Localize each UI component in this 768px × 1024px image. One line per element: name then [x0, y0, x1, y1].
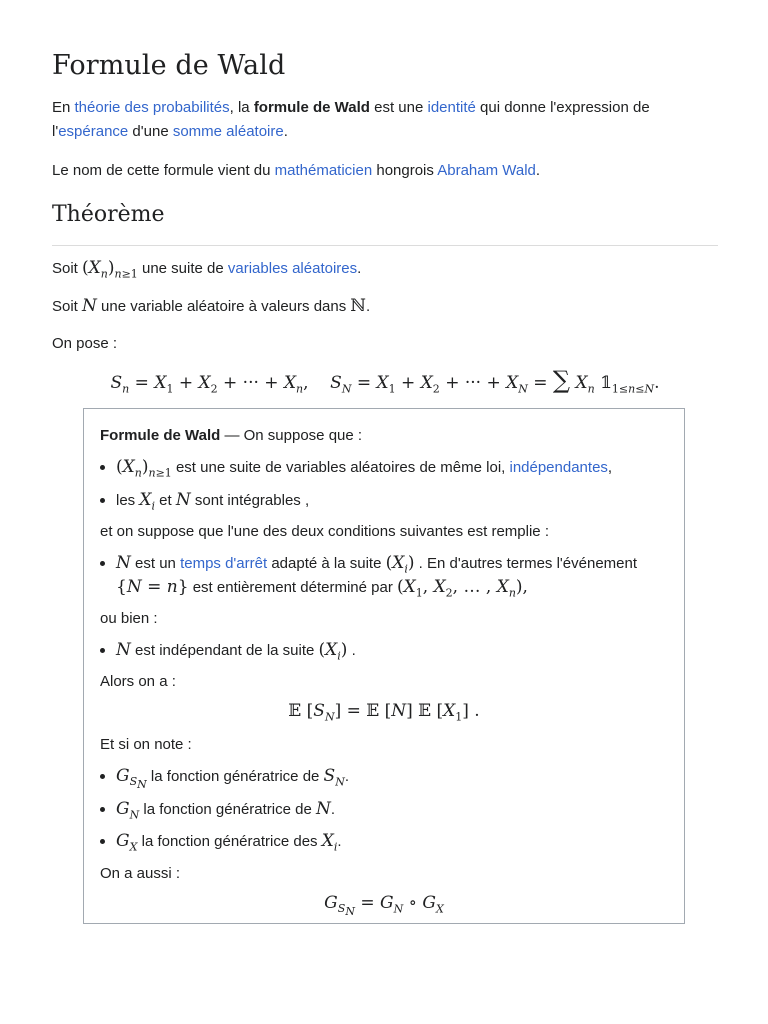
- link-mathematicien[interactable]: mathématicien: [274, 162, 373, 179]
- math-xi-seq: $(X_i)$: [385, 553, 415, 576]
- text: .: [365, 298, 371, 315]
- ou-bien: ou bien :: [100, 610, 158, 627]
- text: .: [357, 260, 362, 277]
- link-variables-aleatoires[interactable]: variables aléatoires: [227, 260, 358, 277]
- math-xi: $X_i$: [139, 490, 155, 513]
- bullet-icon: [100, 839, 105, 844]
- bullet-icon: [100, 774, 105, 779]
- intro-text: l': [52, 123, 59, 140]
- text: sont intégrables ,: [194, 492, 310, 509]
- text: une suite de: [137, 260, 228, 277]
- math-naturals: ℕ: [350, 296, 366, 316]
- text: la fonction génératrice des: [137, 833, 322, 850]
- bullet-icon: [100, 807, 105, 812]
- theorem-heading: [100, 424, 362, 448]
- text: une variable aléatoire à valeurs dans: [96, 298, 351, 315]
- intro-text: qui donne l'expression de: [475, 99, 650, 116]
- et-si: Et si on note :: [100, 736, 192, 753]
- section-divider: [52, 245, 718, 246]
- link-somme-aleatoire[interactable]: somme aléatoire: [172, 123, 284, 140]
- text: est indépendant de la suite: [130, 642, 319, 659]
- text: Soit: [52, 298, 83, 315]
- intro-text: d'une: [128, 123, 173, 140]
- math-gn: $G_N$: [116, 799, 140, 822]
- math-event: {N = n}: [116, 577, 189, 597]
- intro-paragraph: [52, 96, 718, 144]
- link-identite[interactable]: identité: [427, 99, 476, 116]
- bullet-icon: [100, 648, 105, 653]
- bullet-icon: [100, 465, 105, 470]
- math-sn: $S_N$: [323, 766, 345, 789]
- bullet-icon: [100, 561, 105, 566]
- origin-text: .: [535, 162, 541, 179]
- text: est un: [130, 555, 181, 572]
- text: et: [154, 492, 176, 509]
- intro-text: .: [283, 123, 288, 140]
- soit-sequence: [52, 256, 361, 286]
- definition-formula: $S_n = X_1 + X_2$ + ··· + $X_n$, $S_N = X_1 + X_2$ + ··· + $X_N$ = ∑ $X_n$ $𝟙_{1\le n\le N}$.: [110, 366, 660, 396]
- text: est une suite de variables aléatoires de même loi,: [171, 459, 510, 476]
- origin-text: Le nom de cette formule vient du: [52, 162, 275, 179]
- text: . En d'autres termes l'événement: [414, 555, 638, 572]
- on-pose: On pose :: [52, 335, 118, 352]
- text: adapté à la suite: [267, 555, 386, 572]
- soit-n: [52, 294, 370, 319]
- text: les: [116, 492, 140, 509]
- link-abraham-wald[interactable]: Abraham Wald: [437, 162, 536, 179]
- math-n: N: [116, 640, 131, 660]
- link-temps-arret[interactable]: temps d'arrêt: [180, 555, 268, 572]
- link-esperance[interactable]: espérance: [58, 123, 129, 140]
- math-n: N: [116, 553, 131, 573]
- text: est entièrement déterminé par: [188, 579, 397, 596]
- text: la fonction génératrice de: [139, 801, 316, 818]
- link-independantes[interactable]: indépendantes: [509, 459, 608, 476]
- link-theorie-probabilites[interactable]: théorie des probabilités: [74, 99, 230, 116]
- theorem-box: Formule de Wald — On suppose que : $(X_n)_{n\ge 1}$ est une suite de variables aléatoires de même loi, indépendantes, les $X_i$ et N sont intégrables , et on suppose que l'une des deux conditions suivantes est remplie : N est un temps d'arrêt adapté à la suite $(X_i)$ . En d'autres termes l'événement {N = n} est entièrement déterminé par ($X_1$, $X_2$, … , $X_n$), ou bien : N est indépendant de la suite $(X_i)$ . Alors on a : 𝔼 $[S_N]$ = 𝔼 [N] 𝔼 $[X_1]$ . Et si on note : $G_{S_N}$ la fonction génératrice de $S_N$. $G_N$ la fonction génératrice de N. $G_X$ la fonction génératrice des $X_i$. On a aussi : $G_{S_N} = G_N$ ∘ $G_X$: [83, 408, 685, 924]
- intro-text: , la: [229, 99, 254, 116]
- bullet-icon: [100, 498, 105, 503]
- list-item-continued: [116, 575, 528, 605]
- text: Soit: [52, 260, 83, 277]
- origin-text: hongrois: [372, 162, 438, 179]
- generating-function-formula: $G_{S_N} = G_N$ ∘ $G_X$: [324, 893, 444, 919]
- math-x-tuple: ($X_1$, $X_2$, … , $X_n$),: [397, 577, 528, 600]
- intro-text: est une: [369, 99, 428, 116]
- math-gx: $G_X$: [116, 831, 138, 854]
- origin-paragraph: [52, 159, 540, 183]
- text: ,: [607, 459, 613, 476]
- math-xn: $(X_n)_{n\ge 1}$: [82, 258, 138, 281]
- math-n: N: [175, 490, 191, 510]
- intro-text: En: [52, 99, 75, 116]
- theorem-name: Formule de Wald: [100, 427, 221, 444]
- math-xi: $X_i$: [321, 831, 338, 854]
- math-n: N: [82, 296, 97, 316]
- on-a-aussi: On a aussi :: [100, 865, 181, 882]
- section-title: Théorème: [52, 202, 165, 227]
- math-xi-seq: $(X_i)$: [318, 640, 348, 663]
- text: la fonction génératrice de: [146, 768, 324, 785]
- page-title: Formule de Wald: [52, 50, 286, 81]
- text: — On suppose que :: [220, 427, 363, 444]
- math-gsn: $G_{S_N}$: [116, 766, 147, 792]
- wald-formula: 𝔼 $[S_N]$ = 𝔼 [N] 𝔼 $[X_1]$ .: [288, 701, 480, 724]
- conditions-intro: et on suppose que l'une des deux conditions suivantes est remplie :: [100, 523, 549, 540]
- text: .: [347, 642, 356, 659]
- math-xn: $(X_n)_{n\ge 1}$: [116, 457, 172, 480]
- alors: Alors on a :: [100, 673, 176, 690]
- bold-term: formule de Wald: [253, 99, 370, 116]
- math-n: N: [316, 799, 331, 819]
